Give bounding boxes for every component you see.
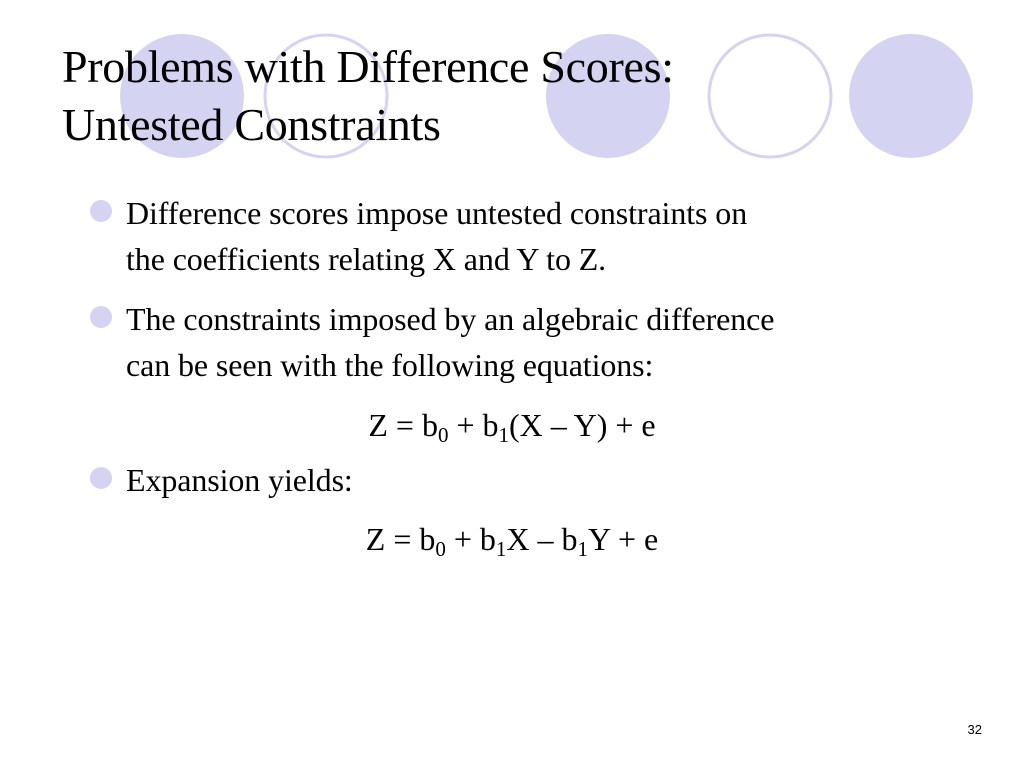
bullet-1-line-1: Difference scores impose untested constraints on [126, 195, 748, 231]
decor-circle-filled-3 [849, 34, 973, 158]
equation-difference-model: $Z = b_0 + b_1(X - Y) + e$ [368, 407, 656, 447]
bullet-1-line-2: the coefficients relating X and Y to Z. [126, 241, 607, 277]
slide-title-line-1: Problems with Difference Scores: [62, 41, 674, 92]
bullet-dot-icon [90, 306, 112, 328]
bullet-3-line-1: Expansion yields: [126, 462, 353, 498]
bullet-item-3 [126, 457, 353, 503]
bullet-item-2 [126, 296, 774, 388]
bullet-2-line-1: The constraints imposed by an algebraic difference [126, 301, 775, 337]
slide-title [62, 38, 674, 154]
bullet-2-line-2: can be seen with the following equations: [126, 347, 654, 383]
bullet-dot-icon [90, 200, 112, 222]
equation-expanded-model: $Z = b_0 + b_1X - b_1Y + e$ [365, 521, 659, 561]
bullet-item-1 [126, 190, 747, 282]
page-number: 32 [967, 722, 982, 737]
decor-circle-outline-2 [709, 35, 831, 157]
bullet-dot-icon [90, 467, 112, 489]
slide-title-line-2: Untested Constraints [62, 99, 441, 150]
